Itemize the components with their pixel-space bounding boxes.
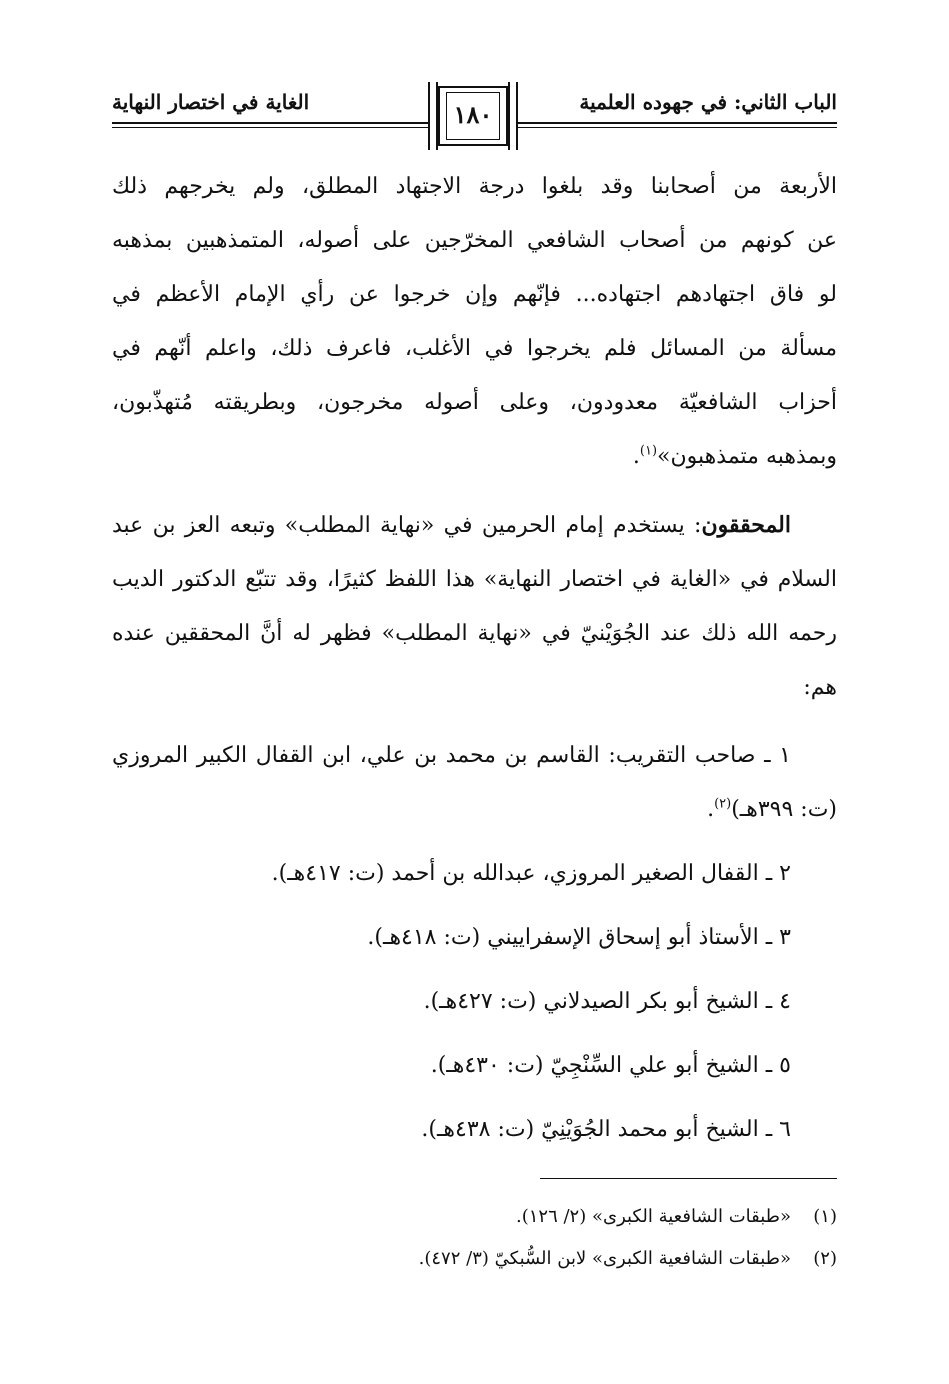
footnote-2	[112, 1238, 837, 1280]
footnote-1	[112, 1196, 837, 1238]
list-item-2: ٢ ـ القفال الصغير المروزي، عبدالله بن أحمد (ت: ٤١٧هـ).	[271, 861, 791, 886]
list-item-4: ٤ ـ الشيخ أبو بكر الصيدلاني (ت: ٤٢٧هـ).	[423, 989, 791, 1014]
paragraph-1-last-text: وبمذهبه متمذهبون»	[657, 444, 837, 469]
main-text	[112, 160, 837, 1157]
list-item-1-text: ١ ـ صاحب التقريب: القاسم بن محمد بن علي، ابن القفال الكبير المروزي (ت: ٣٩٩هـ)	[112, 743, 837, 822]
paragraph-2	[112, 498, 837, 715]
list-item-3: ٣ ـ الأستاذ أبو إسحاق الإسفراييني (ت: ٤١٨هـ).	[367, 925, 791, 950]
footnote-separator	[540, 1178, 837, 1179]
footnote-2-text: «طبقات الشافعية الكبرى» لابن السُّبكيّ (٣/ ٤٧٢).	[418, 1248, 791, 1269]
list-item-1-end: .	[707, 797, 715, 822]
list-item-5: ٥ ـ الشيخ أبو علي السِّنْجِيّ (ت: ٤٣٠هـ).	[430, 1053, 791, 1078]
term-muhaqqiqun: المحققون	[701, 512, 791, 538]
paragraph-1-line-3: لو فاق اجتهادهم اجتهاده... فإنّهم وإن خرجوا عن رأي الإمام الأعظم في	[112, 282, 837, 307]
list-item-1	[112, 729, 837, 837]
page-number: ١٨٠	[453, 100, 493, 129]
chapter-title: الباب الثاني: في جهوده العلمية	[579, 90, 837, 114]
footnote-1-number: (١)	[813, 1206, 837, 1227]
book-title: الغاية في اختصار النهاية	[112, 90, 310, 114]
paragraph-1-line-6	[112, 430, 837, 484]
list-item-6: ٦ ـ الشيخ أبو محمد الجُوَيْنِيّ (ت: ٤٣٨هـ).	[421, 1117, 791, 1142]
footnote-1-text: «طبقات الشافعية الكبرى» (٢/ ١٢٦).	[515, 1206, 791, 1227]
paragraph-1-line-1: الأربعة من أصحابنا وقد بلغوا درجة الاجتهاد المطلق، ولم يخرجهم ذلك	[112, 174, 837, 199]
paragraph-1-line-5: أحزاب الشافعيّة معدودون، وعلى أصوله مخرجون، وبطريقته مُتهذّبون،	[112, 390, 837, 415]
footnotes	[112, 1196, 837, 1280]
footnote-ref-1[interactable]: (١)	[639, 443, 658, 459]
footnote-ref-2[interactable]: (٢)	[714, 796, 732, 812]
paragraph-1-end: .	[632, 444, 640, 469]
page-number-frame	[428, 86, 518, 146]
paragraph-1-line-2: عن كونهم من أصحاب الشافعي المخرّجين على أصوله، المتمذهبين بمذهبه	[112, 228, 837, 253]
paragraph-1-line-4: مسألة من المسائل فلم يخرجوا في الأغلب، فاعرف ذلك، واعلم أنّهم في	[112, 336, 837, 361]
footnote-2-number: (٢)	[813, 1248, 837, 1269]
paragraph-2-text: : يستخدم إمام الحرمين في «نهاية المطلب» وتبعه العز بن عبد السلام في «الغاية في اختصار النهاية» هذا اللفظ كثيرًا، وقد تتبّع الدكتور الديب رحمه الله ذلك عند الجُوَيْنيّ في «نهاية المطلب» فظهر له أنَّ المحققين عنده هم:	[112, 513, 837, 700]
running-header	[112, 82, 837, 152]
